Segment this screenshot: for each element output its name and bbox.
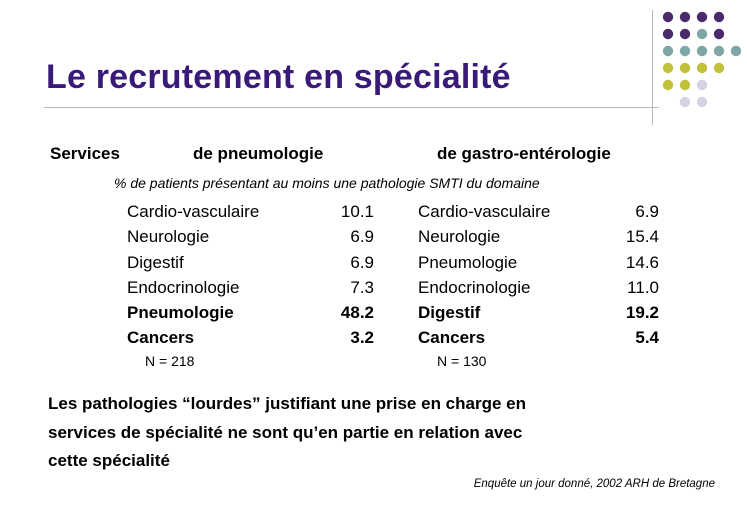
dot-row-4 — [663, 63, 724, 73]
dot-row-5 — [663, 80, 707, 90]
row-value: 10.1 — [340, 202, 374, 221]
table-subtitle: % de patients présentant au moins une pathologie SMTI du domaine — [114, 175, 540, 191]
conclusion-line: cette spécialité — [48, 451, 170, 470]
dot-row-3 — [663, 46, 741, 56]
row-value: 19.2 — [625, 303, 659, 323]
decorative-dot-grid — [661, 10, 741, 110]
row-value: 7.3 — [350, 277, 374, 297]
conclusion-line: services de spécialité ne sont qu’en partie en relation avec — [48, 422, 523, 442]
row-label: Cardio-vasculaire — [127, 202, 260, 221]
row-label: Neurologie — [418, 227, 501, 247]
row-label: Neurologie — [127, 227, 210, 247]
pneumo-sample-size: N = 218 — [145, 353, 195, 369]
conclusion-line: Les pathologies “lourdes” justifiant une prise en charge en — [48, 394, 526, 413]
row-label: Endocrinologie — [127, 277, 240, 297]
slide-title: Le recrutement en spécialité — [46, 58, 511, 96]
row-value: 15.4 — [625, 227, 659, 247]
dot-row-1 — [663, 12, 724, 22]
row-label: Pneumologie — [127, 303, 234, 323]
source-citation: Enquête un jour donné, 2002 ARH de Bretagne — [473, 478, 715, 490]
dot-row-6 — [680, 97, 707, 107]
row-value: 48.2 — [340, 303, 374, 323]
row-label: Cardio-vasculaire — [418, 202, 551, 221]
row-label: Cancers — [418, 328, 486, 348]
row-value: 14.6 — [625, 252, 659, 272]
row-value: 6.9 — [350, 252, 374, 272]
row-value: 6.9 — [350, 227, 374, 247]
row-value: 5.4 — [635, 328, 659, 348]
header-pneumo: de pneumologie — [193, 144, 324, 163]
row-value: 6.9 — [635, 202, 659, 221]
conclusion-text — [48, 390, 688, 476]
dot-row-2 — [663, 29, 724, 39]
row-label: Digestif — [127, 252, 184, 272]
header-gastro: de gastro-entérologie — [437, 144, 611, 163]
header-services: Services — [50, 144, 120, 163]
gastro-sample-size: N = 130 — [437, 353, 487, 369]
row-label: Pneumologie — [418, 252, 518, 272]
row-value: 3.2 — [350, 328, 374, 348]
row-label: Cancers — [127, 328, 195, 348]
row-value: 11.0 — [627, 277, 659, 297]
row-label: Digestif — [418, 303, 481, 323]
title-underline — [44, 107, 659, 108]
row-label: Endocrinologie — [418, 277, 531, 297]
